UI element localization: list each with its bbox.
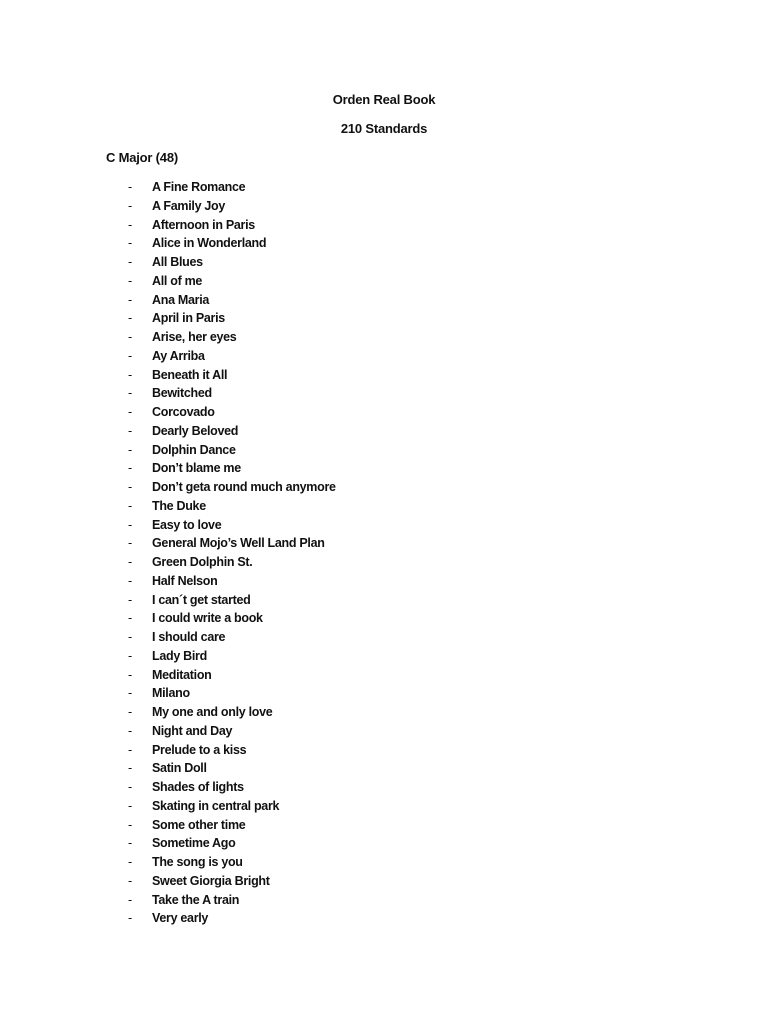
- song-title: Easy to love: [152, 517, 222, 532]
- list-bullet: -: [128, 911, 132, 926]
- list-item: [0, 553, 768, 572]
- list-item: [0, 422, 768, 441]
- list-bullet: -: [128, 780, 132, 794]
- song-title: Alice in Wonderland: [152, 236, 267, 251]
- song-title: Lady Bird: [152, 648, 207, 663]
- list-item: [0, 291, 768, 310]
- song-title: Meditation: [152, 667, 212, 682]
- list-item: [0, 572, 768, 591]
- list-item: [0, 891, 768, 910]
- song-title: All of me: [152, 273, 203, 288]
- list-bullet: -: [128, 442, 132, 457]
- list-bullet: -: [128, 480, 132, 494]
- list-bullet: -: [128, 236, 132, 251]
- song-title: The Duke: [152, 498, 206, 513]
- list-item: [0, 328, 768, 347]
- song-title: Some other time: [152, 817, 246, 832]
- document-subtitle: 210 Standards: [340, 121, 428, 136]
- song-title: Sometime Ago: [152, 836, 236, 851]
- list-bullet: -: [128, 761, 132, 776]
- list-bullet: -: [128, 630, 132, 644]
- list-bullet: -: [128, 217, 132, 232]
- list-item: [0, 591, 768, 610]
- song-title: Ay Arriba: [152, 348, 205, 363]
- list-item: [0, 609, 768, 628]
- list-item: [0, 366, 768, 385]
- list-bullet: -: [128, 611, 132, 626]
- list-bullet: -: [128, 273, 132, 288]
- list-bullet: -: [128, 648, 132, 663]
- song-title: Milano: [152, 686, 190, 701]
- list-bullet: -: [128, 180, 132, 194]
- list-bullet: -: [128, 573, 132, 588]
- song-title: Satin Doll: [152, 761, 207, 776]
- document-title: Orden Real Book: [332, 92, 436, 107]
- list-bullet: -: [128, 892, 132, 907]
- list-bullet: -: [128, 536, 132, 551]
- song-title: The song is you: [152, 855, 243, 869]
- song-title: My one and only love: [152, 705, 273, 719]
- list-item: [0, 647, 768, 666]
- list-bullet: -: [128, 555, 132, 569]
- list-bullet: -: [128, 855, 132, 869]
- song-title: Skating in central park: [152, 798, 280, 813]
- list-bullet: -: [128, 255, 132, 269]
- list-item: [0, 816, 768, 835]
- list-bullet: -: [128, 386, 132, 401]
- song-title: April in Paris: [152, 311, 225, 326]
- list-item: [0, 403, 768, 422]
- list-bullet: -: [128, 498, 132, 513]
- list-bullet: -: [128, 367, 132, 382]
- list-bullet: -: [128, 423, 132, 438]
- list-bullet: -: [128, 405, 132, 419]
- song-title: Don’t geta round much anymore: [152, 480, 336, 494]
- list-item: [0, 253, 768, 272]
- list-item: [0, 309, 768, 328]
- list-item: [0, 666, 768, 685]
- section-heading: C Major (48): [106, 150, 179, 165]
- list-item: [0, 272, 768, 291]
- song-title: Shades of lights: [152, 780, 244, 794]
- list-item: [0, 778, 768, 797]
- list-bullet: -: [128, 311, 132, 326]
- song-title: I could write a book: [152, 611, 263, 626]
- list-bullet: -: [128, 873, 132, 888]
- song-title: General Mojo’s Well Land Plan: [152, 536, 325, 551]
- list-item: [0, 497, 768, 516]
- list-item: [0, 909, 768, 928]
- list-item: [0, 441, 768, 460]
- list-bullet: -: [128, 517, 132, 532]
- song-title: A Fine Romance: [152, 180, 246, 194]
- list-item: [0, 703, 768, 722]
- song-title: Beneath it All: [152, 367, 228, 382]
- song-title: Prelude to a kiss: [152, 742, 247, 757]
- list-bullet: -: [128, 198, 132, 213]
- list-bullet: -: [128, 667, 132, 682]
- song-title: Sweet Giorgia Bright: [152, 873, 270, 888]
- list-item: [0, 872, 768, 891]
- song-title: I should care: [152, 630, 226, 644]
- list-bullet: -: [128, 330, 132, 344]
- song-title: All Blues: [152, 255, 203, 269]
- list-bullet: -: [128, 817, 132, 832]
- song-list: [0, 178, 768, 928]
- list-item: [0, 759, 768, 778]
- list-item: [0, 628, 768, 647]
- list-item: [0, 797, 768, 816]
- list-item: [0, 516, 768, 535]
- list-item: [0, 347, 768, 366]
- song-title: I can´t get started: [152, 592, 251, 607]
- song-title: Bewitched: [152, 386, 212, 401]
- list-item: [0, 234, 768, 253]
- list-item: [0, 197, 768, 216]
- list-bullet: -: [128, 798, 132, 813]
- list-item: [0, 459, 768, 478]
- song-title: Half Nelson: [152, 573, 218, 588]
- song-title: Green Dolphin St.: [152, 555, 253, 569]
- list-item: [0, 684, 768, 703]
- list-bullet: -: [128, 292, 132, 307]
- list-item: [0, 722, 768, 741]
- list-bullet: -: [128, 836, 132, 851]
- song-title: Night and Day: [152, 723, 233, 738]
- list-bullet: -: [128, 705, 132, 719]
- list-bullet: -: [128, 461, 132, 476]
- list-item: [0, 478, 768, 497]
- song-title: Very early: [152, 911, 209, 926]
- list-bullet: -: [128, 742, 132, 757]
- song-title: Ana Maria: [152, 292, 210, 307]
- list-bullet: -: [128, 592, 132, 607]
- song-title: Dearly Beloved: [152, 423, 239, 438]
- list-item: [0, 834, 768, 853]
- list-item: [0, 178, 768, 197]
- list-item: [0, 853, 768, 872]
- song-title: Arise, her eyes: [152, 330, 237, 344]
- song-title: Don’t blame me: [152, 461, 241, 476]
- song-title: A Family Joy: [152, 198, 226, 213]
- song-title: Take the A train: [152, 892, 240, 907]
- song-title: Corcovado: [152, 405, 215, 419]
- list-item: [0, 534, 768, 553]
- list-item: [0, 741, 768, 760]
- list-item: [0, 216, 768, 235]
- song-title: Afternoon in Paris: [152, 217, 255, 232]
- song-title: Dolphin Dance: [152, 442, 236, 457]
- list-bullet: -: [128, 348, 132, 363]
- list-bullet: -: [128, 686, 132, 701]
- list-bullet: -: [128, 723, 132, 738]
- list-item: [0, 384, 768, 403]
